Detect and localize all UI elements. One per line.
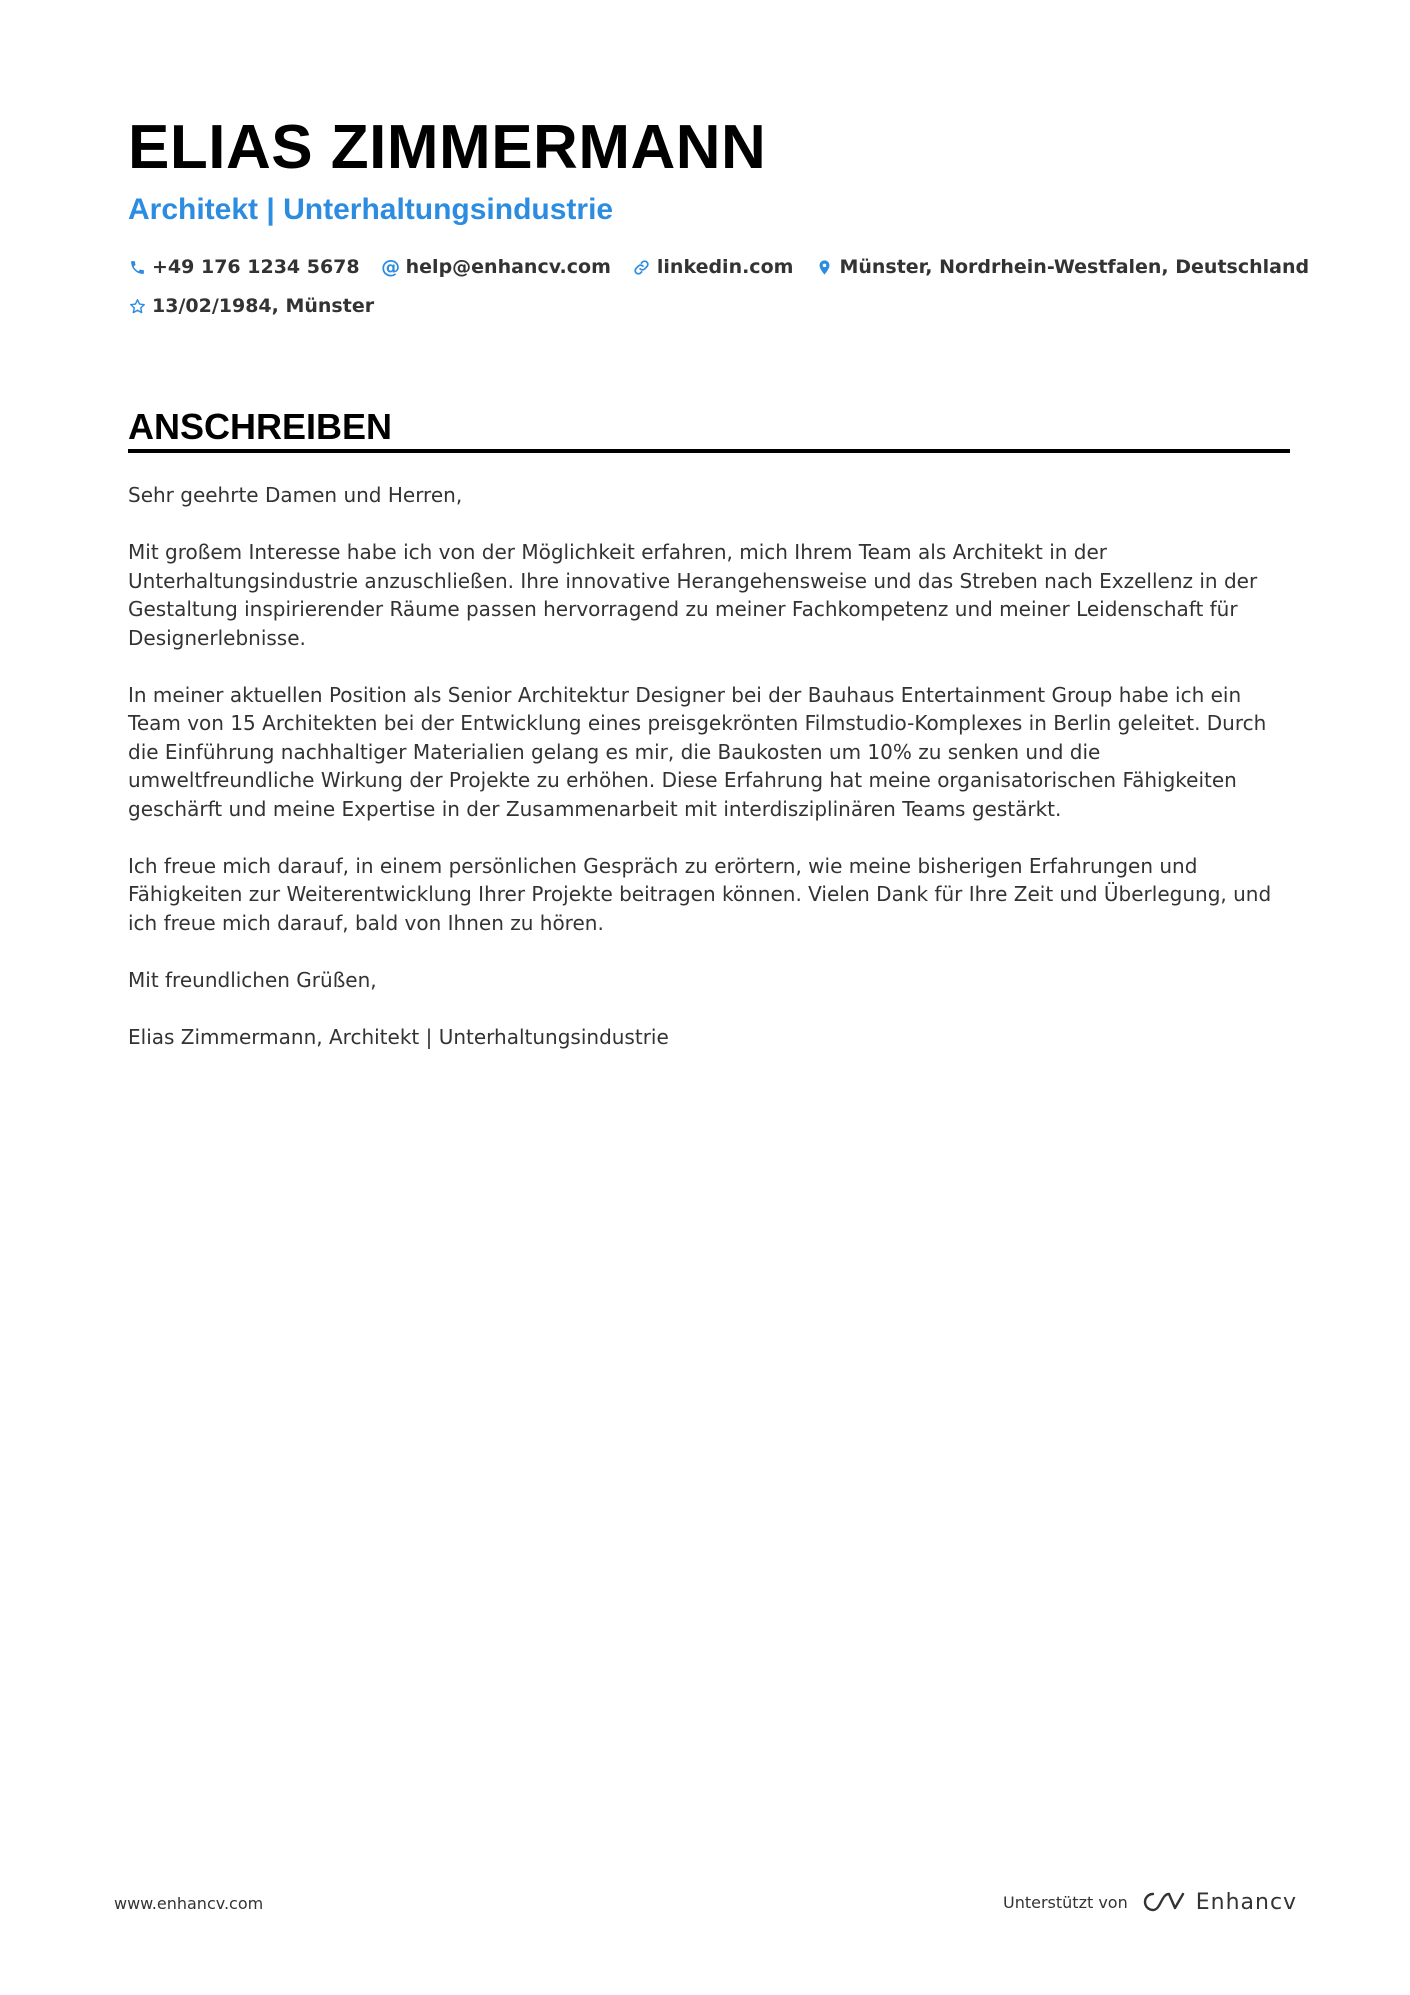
enhancv-logo-icon (1140, 1888, 1186, 1916)
letter-signature: Elias Zimmermann, Architekt | Unterhaltungsindustrie (128, 1024, 669, 1049)
footer-website[interactable]: www.enhancv.com (114, 1894, 264, 1913)
contact-row-secondary (128, 292, 396, 320)
job-title: Architekt | Unterhaltungsindustrie (128, 193, 614, 226)
letter-paragraph: In meiner aktuellen Position als Senior Architektur Designer bei der Bauhaus Entertainment Group habe ich ein Team von 15 Architekten bei der Entwicklung eines preisgekrönten Filmstudio-Komplexes in Berlin geleitet. Durch die Einführung nachhaltiger Materialien gelang es mir, die Baukosten um 10% zu senken und die umweltfreundliche Wirkung der Projekte zu erhöhen. Diese Erfahrung hat meine organisatorischen Fähigkeiten geschärft und meine Expertise in der Zusammenarbeit mit interdisziplinären Teams gestärkt. (128, 682, 1267, 821)
contact-linkedin[interactable] (633, 256, 794, 278)
letter-paragraph: Mit großem Interesse habe ich von der Möglichkeit erfahren, mich Ihrem Team als Architekt in der Unterhaltungsindustrie anzuschließen. Ihre innovative Herangehensweise und das Streben nach Exzellenz in der Gestaltung inspirierender Räume passen hervorragend zu meiner Fachkompetenz und meiner Leidenschaft für Designerlebnisse. (128, 540, 1258, 650)
star-icon (128, 297, 146, 315)
letter-salutation: Sehr geehrte Damen und Herren, (128, 483, 463, 507)
contact-row (128, 253, 1331, 281)
phone-icon (128, 258, 146, 276)
contact-email[interactable] (382, 256, 611, 278)
contact-email-text[interactable]: help@enhancv.com (405, 256, 611, 278)
contact-phone (128, 256, 360, 278)
powered-by-label: Unterstützt von (1003, 1892, 1128, 1912)
contact-linkedin-text[interactable]: linkedin.com (656, 256, 794, 278)
link-icon (633, 258, 651, 276)
contact-birth-text: 13/02/1984, Münster (152, 295, 375, 317)
location-pin-icon (815, 258, 833, 276)
candidate-name: ELIAS ZIMMERMANN (128, 113, 767, 182)
contact-birth (128, 295, 374, 317)
letter-body (128, 481, 1293, 1080)
at-icon: @ (381, 256, 401, 278)
letter-closing: Mit freundlichen Grüßen, (128, 967, 377, 992)
letter-paragraph: Ich freue mich darauf, in einem persönlichen Gespräch zu erörtern, wie meine bisherigen Erfahrungen und Fähigkeiten zur Weiterentwicklung Ihrer Projekte beitragen können. Vielen Dank für Ihre Zeit und Überlegung, und ich freue mich darauf, bald von Ihnen zu hören. (128, 853, 1272, 935)
contact-location-text: Münster, Nordrhein-Westfalen, Deutschland (839, 256, 1310, 278)
section-divider (128, 449, 1290, 453)
footer-powered-by[interactable] (1003, 1882, 1297, 1922)
contact-location (815, 256, 1309, 278)
contact-phone-text: +49 176 1234 5678 (152, 256, 360, 278)
section-heading: ANSCHREIBEN (128, 406, 393, 447)
brand-name: Enhancv (1195, 1889, 1298, 1915)
